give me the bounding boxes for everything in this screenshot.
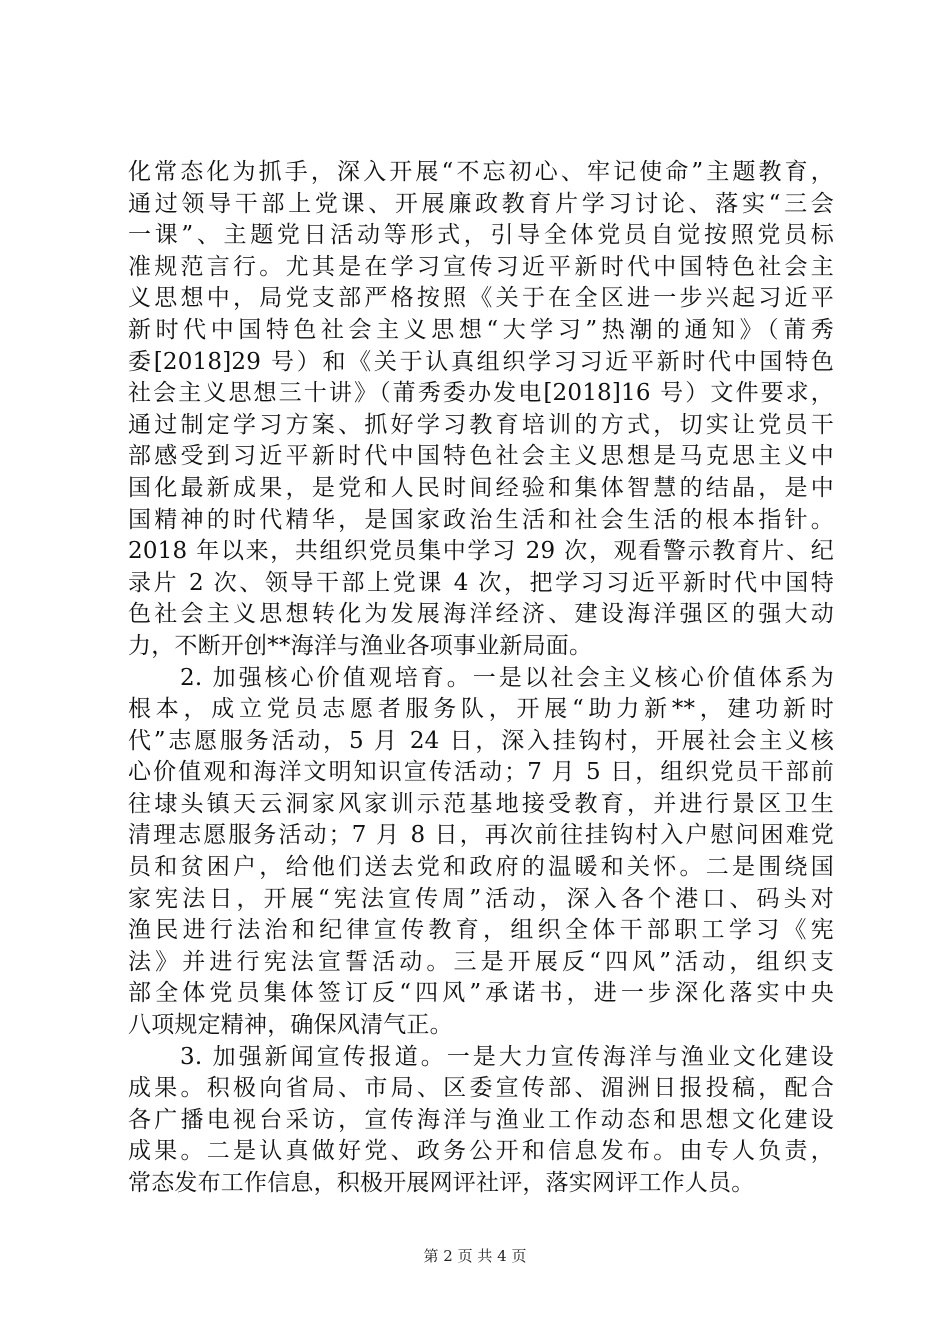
section-heading-line: 3. 加强新闻宣传报道。一是大力宣传海洋与渔业文化建设 (180, 1043, 834, 1070)
text-line: 录片 2 次、领导干部上党课 4 次，把学习习近平新时代中国特 (128, 569, 834, 596)
text-line: 部全体党员集体签订反“四风”承诺书，进一步深化落实中央 (128, 980, 834, 1007)
text-line: 代”志愿服务活动，5 月 24 日，深入挂钩村，开展社会主义核 (128, 727, 834, 754)
text-line: 家宪法日，开展“宪法宣传周”活动，深入各个港口、码头对 (128, 885, 834, 912)
text-line: 往埭头镇天云洞家风家训示范基地接受教育，并进行景区卫生 (128, 790, 834, 817)
text-line: 义思想中，局党支部严格按照《关于在全区进一步兴起习近平 (128, 285, 834, 312)
text-line: 员和贫困户，给他们送去党和政府的温暖和关怀。二是围绕国 (128, 854, 834, 881)
text-line: 成果。积极向省局、市局、区委宣传部、湄洲日报投稿，配合 (128, 1075, 834, 1102)
text-line: 一课”、主题党日活动等形式，引导全体党员自觉按照党员标 (128, 222, 834, 249)
text-line: 根本，成立党员志愿者服务队，开展“助力新**，建功新时 (128, 696, 834, 723)
text-line: 国精神的时代精华，是国家政治生活和社会生活的根本指针。 (128, 506, 834, 533)
text-line: 成果。二是认真做好党、政务公开和信息发布。由专人负责， (128, 1138, 834, 1165)
text-line: 新时代中国特色社会主义思想“大学习”热潮的通知》（莆秀 (128, 316, 834, 343)
page-footer: 第 2 页 共 4 页 (423, 1247, 527, 1265)
section-heading-line: 2. 加强核心价值观培育。一是以社会主义核心价值体系为 (180, 664, 834, 691)
text-line: 色社会主义思想转化为发展海洋经济、建设海洋强区的强大动 (128, 601, 834, 628)
text-line: 通过制定学习方案、抓好学习教育培训的方式，切实让党员干 (128, 411, 834, 438)
paragraph-end-line: 力，不断开创**海洋与渔业各项事业新局面。 (128, 632, 593, 659)
paragraph-end-line: 八项规定精神，确保风清气正。 (128, 1012, 453, 1039)
text-line: 通过领导干部上党课、开展廉政教育片学习讨论、落实“三会 (128, 190, 834, 217)
text-line: 准规范言行。尤其是在学习宣传习近平新时代中国特色社会主 (128, 253, 834, 280)
text-line: 社会主义思想三十讲》（莆秀委办发电[2018]16 号）文件要求， (128, 380, 834, 407)
text-line: 国化最新成果，是党和人民时间经验和集体智慧的结晶，是中 (128, 474, 834, 501)
paragraph-end-line: 常态发布工作信息，积极开展网评社评，落实网评工作人员。 (128, 1170, 755, 1196)
text-line: 渔民进行法治和纪律宣传教育，组织全体干部职工学习《宪 (128, 917, 834, 944)
text-line: 各广播电视台采访，宣传海洋与渔业工作动态和思想文化建设 (128, 1106, 834, 1133)
text-line: 清理志愿服务活动；7 月 8 日，再次前往挂钩村入户慰问困难党 (128, 822, 834, 849)
text-line: 化常态化为抓手，深入开展“不忘初心、牢记使命”主题教育， (128, 159, 834, 185)
text-line: 2018 年以来，共组织党员集中学习 29 次，观看警示教育片、纪 (128, 538, 834, 565)
document-body (128, 157, 834, 1200)
text-line: 心价值观和海洋文明知识宣传活动；7 月 5 日，组织党员干部前 (128, 759, 834, 786)
text-line: 法》并进行宪法宣誓活动。三是开展反“四风”活动，组织支 (128, 948, 834, 975)
text-line: 部感受到习近平新时代中国特色社会主义思想是马克思主义中 (128, 443, 834, 470)
text-line: 委[2018]29 号）和《关于认真组织学习习近平新时代中国特色 (128, 348, 834, 375)
